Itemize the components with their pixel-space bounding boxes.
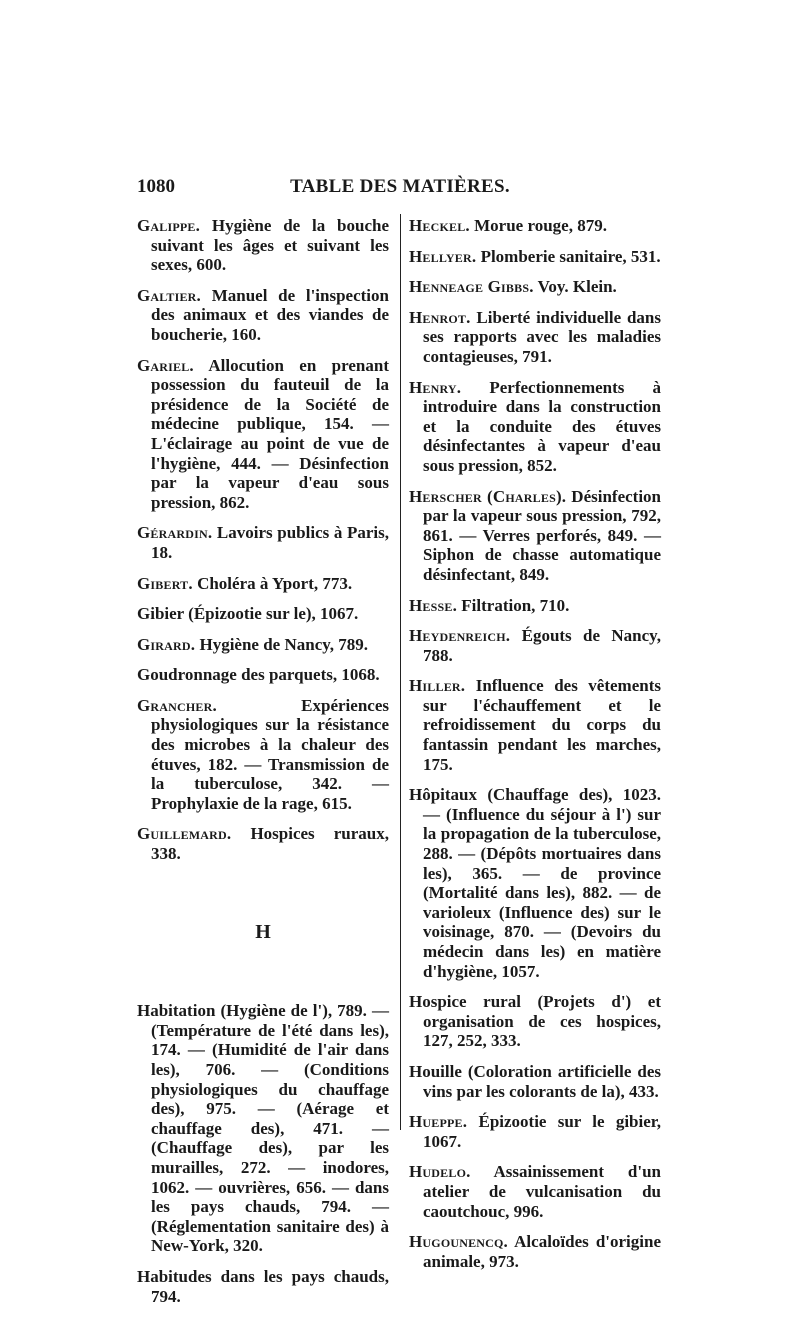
index-entry <box>409 785 661 981</box>
index-entry <box>137 356 389 513</box>
right-column <box>409 216 661 1282</box>
entry-text: Hôpitaux (Chauffage des), 1023. — (Influence du séjour à l') sur la propagation de la tuberculose, 288. — (Dépôts mortuaires dans les), 365. — de province (Mortalité dans les), 882. — de varioleux (Influence des) sur le voisinage, 870. — (Devoirs du médecin dans les) en matière d'hygiène, 1057. <box>409 785 661 981</box>
entry-text: Désinfection par la vapeur sous pression, 792, 861. — Verres perforés, 849. — Siphon de chasse automatique désinfectant, 849. <box>423 486 661 584</box>
author-name: Hiller. <box>409 676 466 696</box>
entry-text: Goudronnage des parquets, 1068. <box>137 665 380 685</box>
index-entry <box>137 523 389 562</box>
entry-text: Alcaloïdes d'origine animale, 973. <box>423 1232 661 1271</box>
entry-text: Filtration, 710. <box>457 595 570 615</box>
index-entry <box>409 378 661 476</box>
entry-text: Hygiène de la bouche suivant les âges et suivant les sexes, 600. <box>151 216 389 275</box>
author-name: Gariel. <box>137 355 194 375</box>
author-name: Guillemard. <box>137 824 232 844</box>
entry-text: Épizootie sur le gibier, 1067. <box>423 1112 661 1151</box>
index-entry <box>409 308 661 367</box>
entry-text: Égouts de Nancy, 788. <box>423 626 661 665</box>
entry-text: Plomberie sanitaire, 531. <box>476 246 661 266</box>
entry-text: Lavoirs publics à Paris, 18. <box>151 523 389 562</box>
index-entry <box>137 574 389 594</box>
entry-text: Houille (Coloration artificielle des vins par les colorants de la), 433. <box>409 1061 661 1101</box>
section-letter: H <box>255 920 271 943</box>
author-name: Hesse. <box>409 595 458 615</box>
index-entry <box>409 247 661 267</box>
index-entry <box>137 1001 389 1256</box>
index-entry <box>409 1062 661 1101</box>
running-title: TABLE DES MATIÈRES. <box>290 176 510 197</box>
entry-text: Allocution en prenant possession du fauteuil de la présidence de la Société de médecine publique, 154. — L'éclairage au point de vue de l'hygiène, 444. — Désinfection par la vapeur d'eau sous pression, 862. <box>151 355 389 512</box>
index-entry <box>409 676 661 774</box>
index-entry <box>409 277 661 297</box>
entry-text: Manuel de l'inspection des animaux et des viandes de boucherie, 160. <box>151 285 389 344</box>
author-name: Hueppe. <box>409 1112 468 1132</box>
index-entry <box>409 1112 661 1151</box>
index-entry <box>409 596 661 616</box>
entry-text: Morue rouge, 879. <box>469 216 607 235</box>
entry-text: Perfectionnements à introduire dans la construction et la conduite des étuves désinfectantes à vapeur d'eau sous pression, 852. <box>423 377 661 475</box>
author-name: Herscher (Charles). <box>409 486 567 506</box>
author-name: Gibert. <box>137 573 193 593</box>
author-name: Galtier. <box>137 285 201 305</box>
entry-text: Habitudes dans les pays chauds, 794. <box>137 1266 389 1306</box>
index-entry <box>409 1232 661 1271</box>
author-name: Hudelo. <box>409 1162 471 1182</box>
entry-text: Hygiène de Nancy, 789. <box>195 634 369 654</box>
index-entry <box>137 665 389 685</box>
index-entry <box>137 635 389 655</box>
index-entry <box>409 487 661 585</box>
entry-text: Expériences physiologiques sur la résistance des microbes à la chaleur des étuves, 182. — Transmission de la tuberculose, 342. — Prophylaxie de la rage, 615. <box>151 695 389 813</box>
index-entry <box>137 216 389 275</box>
author-name: Galippe. <box>137 216 201 235</box>
author-name: Henry. <box>409 377 462 397</box>
left-column <box>137 216 389 1317</box>
index-entry <box>137 1267 389 1306</box>
entry-text: Gibier (Épizootie sur le), 1067. <box>137 604 359 624</box>
entry-text: Influence des vêtements sur l'échauffement et le refroidissement du corps du fantassin pendant les marches, 175. <box>423 676 661 774</box>
entry-text: Hospices ruraux, 338. <box>151 824 389 864</box>
entry-text: Assainissement d'un atelier de vulcanisation du caoutchouc, 996. <box>423 1162 661 1221</box>
author-name: Gérardin. <box>137 523 213 543</box>
author-name: Hugounencq. <box>409 1232 509 1252</box>
page-number: 1080 <box>137 176 175 197</box>
index-entry <box>409 992 661 1051</box>
entry-text: Hospice rural (Projets d') et organisation de ces hospices, 127, 252, 333. <box>409 992 661 1051</box>
entry-text: Habitation (Hygiène de l'), 789. — (Température de l'été dans les), 174. — (Humidité de l'air dans les), 706. — (Conditions physiologiques du chauffage des), 975. — (Aérage et chauffage des), 471. — (Chauffage des), par les murailles, 272. — inodores, 1062. — ouvrières, 656. — dans les pays chauds, 794. — (Réglementation sanitaire des) à New-York, 320. <box>137 1001 389 1256</box>
author-name: Hellyer. <box>409 246 477 266</box>
index-entry <box>137 696 389 814</box>
index-entry <box>137 824 389 863</box>
index-entry <box>409 1162 661 1221</box>
author-name: Heydenreich. <box>409 626 511 646</box>
left-entries-before <box>137 216 389 864</box>
entry-text: Liberté individuelle dans ses rapports avec les maladies contagieuses, 791. <box>423 307 661 366</box>
entry-text: Choléra à Yport, 773. <box>192 573 353 593</box>
index-entry <box>409 626 661 665</box>
author-name: Grancher. <box>137 695 217 715</box>
index-entry <box>409 216 661 236</box>
author-name: Henneage Gibbs. <box>409 277 534 297</box>
column-divider <box>400 214 401 1130</box>
left-entries-after <box>137 1001 389 1306</box>
author-name: Henrot. <box>409 307 471 327</box>
entry-text: Voy. Klein. <box>533 277 617 297</box>
author-name: Heckel. <box>409 216 470 235</box>
index-entry <box>137 604 389 624</box>
author-name: Girard. <box>137 634 196 654</box>
index-entry <box>137 286 389 345</box>
